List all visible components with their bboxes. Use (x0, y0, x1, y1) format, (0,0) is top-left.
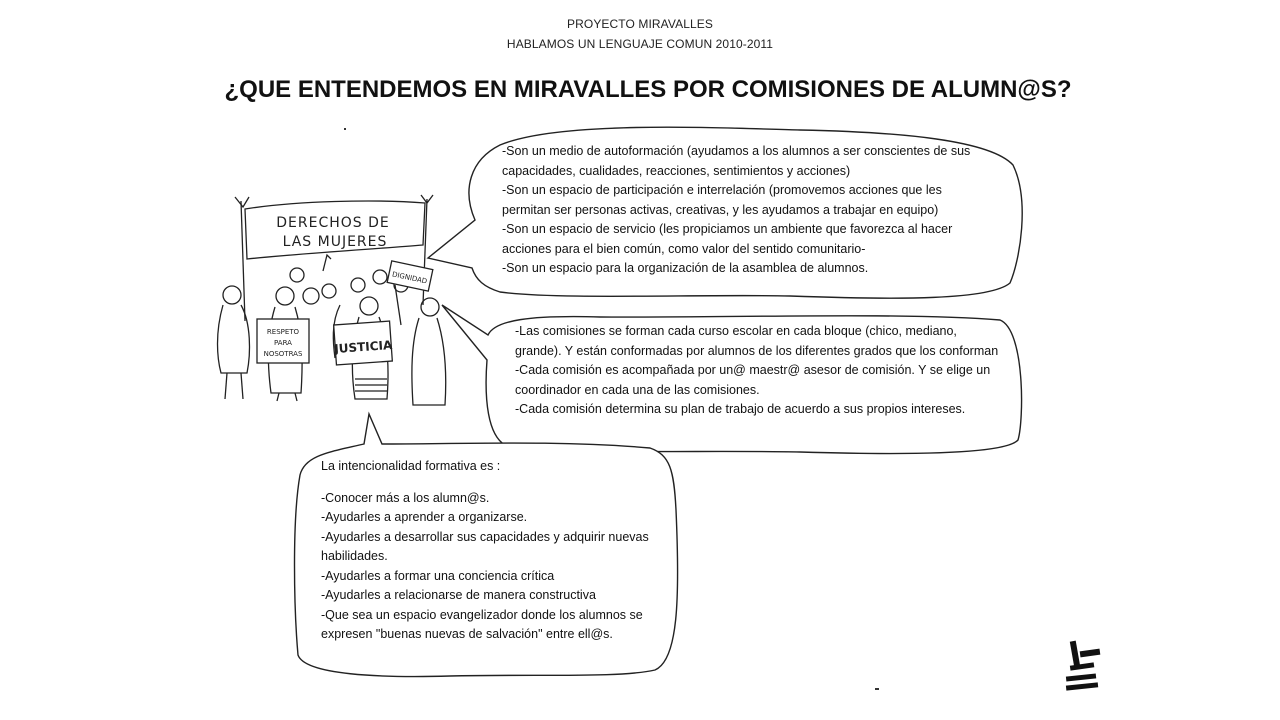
bubble-3-text (321, 457, 649, 645)
bubble-3-line: -Que sea un espacio evangelizador donde los alumnos se (321, 607, 643, 622)
justicia-sign: JUSTICIA (333, 337, 393, 356)
handwritten-page-number (1064, 638, 1104, 696)
project-subtitle: HABLAMOS UN LENGUAJE COMUN 2010-2011 (506, 37, 774, 51)
bubble-3-line: habilidades. (321, 549, 388, 563)
bubble-3-line: -Ayudarles a desarrollar sus capacidades y adquirir nuevas (321, 529, 649, 544)
bubble-2-line: -Las comisiones se forman cada curso escolar en cada bloque (chico, mediano, (515, 324, 957, 338)
bubble-1-line: -Son un espacio de servicio (les propiciamos un ambiente que favorezca al hacer (502, 222, 953, 236)
bubble-2-line: grande). Y están conformadas por alumnos de los diferentes grados que los conforman (515, 343, 999, 358)
dignidad-sign: DIGNIDAD (391, 270, 428, 286)
bubble-1-line: acciones para el bien común, como valor del sentido comunitario- (502, 241, 866, 256)
bubble-3-line: -Conocer más a los alumn@s. (321, 490, 490, 505)
respeto-sign-line-2: PARA (274, 339, 292, 347)
bubble-3-intro: La intencionalidad formativa es : (321, 459, 501, 473)
respeto-sign-line-3: NOSOTRAS (263, 350, 303, 358)
bubble-3-line: -Ayudarles a formar una conciencia crítica (321, 568, 555, 583)
page-title: ¿QUE ENTENDEMOS EN MIRAVALLES POR COMISIONES DE ALUMN@S? (224, 76, 1072, 103)
bubble-1-line: -Son un espacio para la organización de la asamblea de alumnos. (502, 261, 869, 275)
bubble-3-line: -Ayudarles a relacionarse de manera constructiva (321, 588, 596, 602)
respeto-sign-line-1: RESPETO (266, 328, 300, 336)
bubble-1-line: -Son un medio de autoformación (ayudamos a los alumnos a ser conscientes de sus (502, 144, 971, 158)
bubble-2-line: -Cada comisión es acompañada por un@ maestr@ asesor de comisión. Y se elige un (515, 363, 991, 377)
bubble-2-text (515, 322, 998, 420)
bubble-1-line: capacidades, cualidades, reacciones, sentimientos y acciones) (502, 163, 851, 178)
scan-speck (875, 688, 879, 690)
bubble-3-line: expresen "buenas nuevas de salvación" entre ell@s. (321, 627, 613, 641)
bubble-3-line: -Ayudarles a aprender a organizarse. (321, 510, 528, 524)
project-header: PROYECTO MIRAVALLES (567, 17, 713, 31)
scan-speck (344, 128, 346, 130)
bubble-1-text (502, 142, 970, 279)
women-rights-protest-illustration (205, 193, 450, 411)
banner-line-1: DERECHOS DE (276, 215, 390, 231)
bubble-2-line: -Cada comisión determina su plan de trabajo de acuerdo a sus propios intereses. (515, 402, 966, 416)
page-number-text: 14 (1084, 658, 1086, 659)
bubble-1-line: permitan ser personas activas, creativas, y les ayudamos a trabajar en equipo) (502, 202, 939, 217)
banner-line-2: LAS MUJERES (282, 234, 388, 250)
bubble-2-line: coordinador en cada una de las comisiones. (515, 382, 760, 397)
bubble-1-line: -Son un espacio de participación e interrelación (promovemos acciones que les (502, 183, 942, 197)
